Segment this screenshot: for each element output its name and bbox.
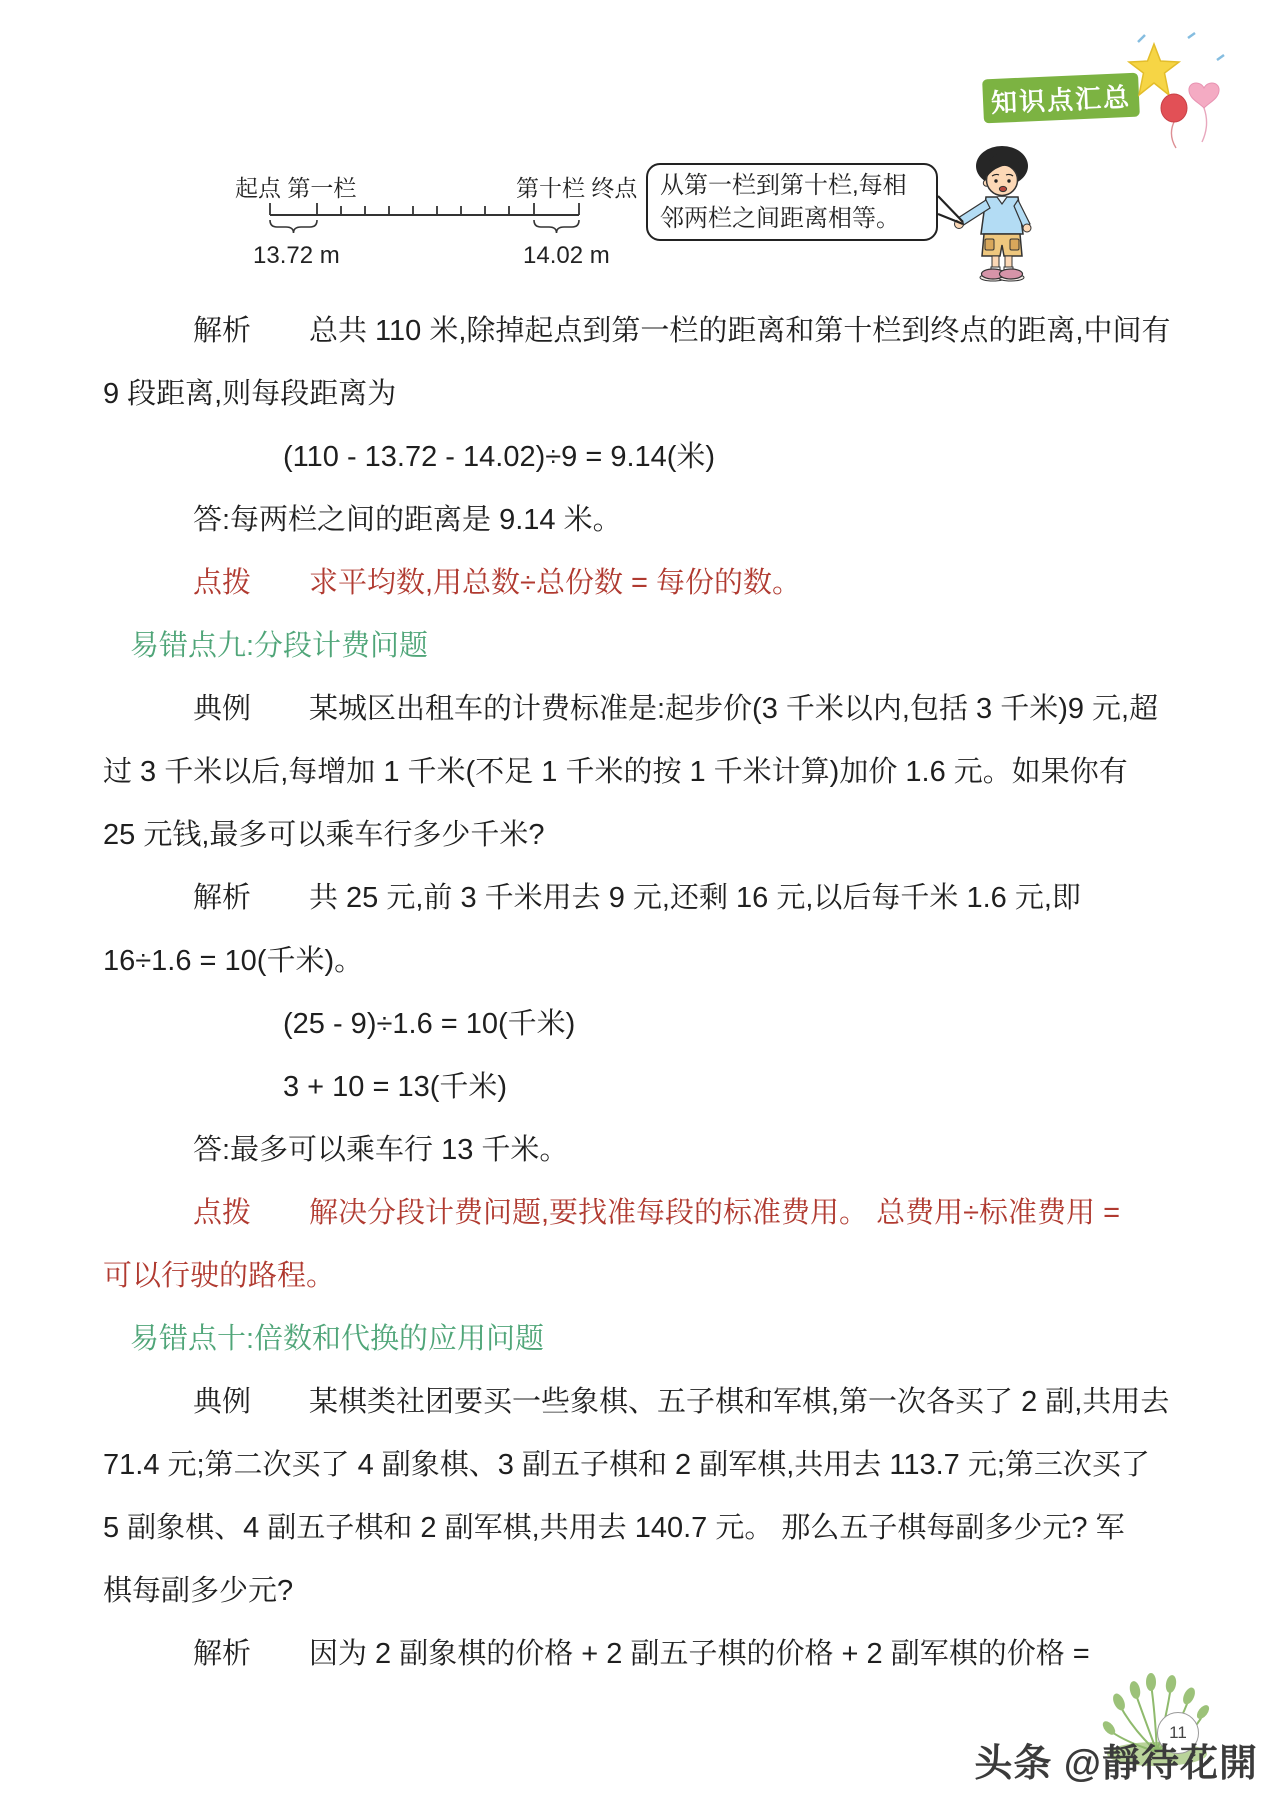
text-line: 答:最多可以乘车行 13 千米。	[193, 1134, 569, 1166]
tip-line: 点拨 求平均数,用总数÷总份数 = 每份的数。	[193, 567, 802, 599]
star-icon	[1129, 44, 1179, 95]
watermark: 头条 @靜待花開	[974, 1743, 1258, 1785]
left-underbrace	[270, 220, 317, 233]
text-line: 过 3 千米以后,每增加 1 千米(不足 1 千米的按 1 千米计算)加价 1.6 元。如果你有	[103, 756, 1128, 788]
text-line: 典例 某城区出租车的计费标准是:起步价(3 千米以内,包括 3 千米)9 元,超	[193, 693, 1159, 725]
distance-start-value: 13.72 m	[253, 242, 340, 269]
text-line: 答:每两栏之间的距离是 9.14 米。	[193, 504, 622, 536]
text-line: 5 副象棋、4 副五子棋和 2 副军棋,共用去 140.7 元。 那么五子棋每副多少元? 军	[103, 1512, 1125, 1544]
distance-end-value: 14.02 m	[523, 242, 610, 269]
bubble-text-line1: 从第一栏到第十栏,每相	[660, 172, 907, 199]
star-balloons-decoration	[1118, 30, 1230, 150]
heart-balloon-icon	[1189, 83, 1219, 108]
section-header: 易错点十:倍数和代换的应用问题	[130, 1323, 545, 1355]
text-line: 25 元钱,最多可以乘车行多少千米?	[103, 819, 545, 851]
document-body	[103, 300, 1183, 1686]
bubble-text-line2: 邻两栏之间距离相等。	[660, 205, 900, 232]
right-underbrace	[534, 220, 579, 233]
balloon-icon	[1161, 94, 1187, 122]
text-line: 解析 因为 2 副象棋的价格 + 2 副五子棋的价格 + 2 副军棋的价格 =	[193, 1638, 1090, 1670]
tip-line: 可以行驶的路程。	[103, 1260, 336, 1292]
text-line: 解析 共 25 元,前 3 千米用去 9 元,还剩 16 元,以后每千米 1.6 元,即	[193, 882, 1081, 914]
text-line: 典例 某棋类社团要买一些象棋、五子棋和军棋,第一次各买了 2 副,共用去	[193, 1386, 1170, 1418]
page-number: 11	[1157, 1712, 1199, 1754]
numline-start-label: 起点 第一栏	[235, 175, 357, 201]
text-line: 解析 总共 110 米,除掉起点到第一栏的距离和第十栏到终点的距离,中间有	[193, 315, 1171, 347]
text-line: 16÷1.6 = 10(千米)。	[103, 945, 364, 977]
section-header: 易错点九:分段计费问题	[130, 630, 429, 662]
speech-bubble	[646, 163, 938, 241]
formula-line: (110 - 13.72 - 14.02)÷9 = 9.14(米)	[283, 441, 716, 473]
bubble-tail	[930, 190, 986, 236]
text-line: 71.4 元;第二次买了 4 副象棋、3 副五子棋和 2 副军棋,共用去 113.7 元;第三次买了	[103, 1449, 1150, 1481]
numline-end-label: 第十栏 终点	[516, 175, 638, 201]
formula-line: (25 - 9)÷1.6 = 10(千米)	[283, 1008, 576, 1040]
section-badge: 知识点汇总	[982, 73, 1140, 124]
tip-line: 点拨 解决分段计费问题,要找准每段的标准费用。 总费用÷标准费用 =	[193, 1197, 1121, 1229]
text-line: 9 段距离,则每段距离为	[103, 378, 397, 410]
text-line: 棋每副多少元?	[103, 1575, 294, 1607]
formula-line: 3 + 10 = 13(千米)	[283, 1071, 508, 1103]
